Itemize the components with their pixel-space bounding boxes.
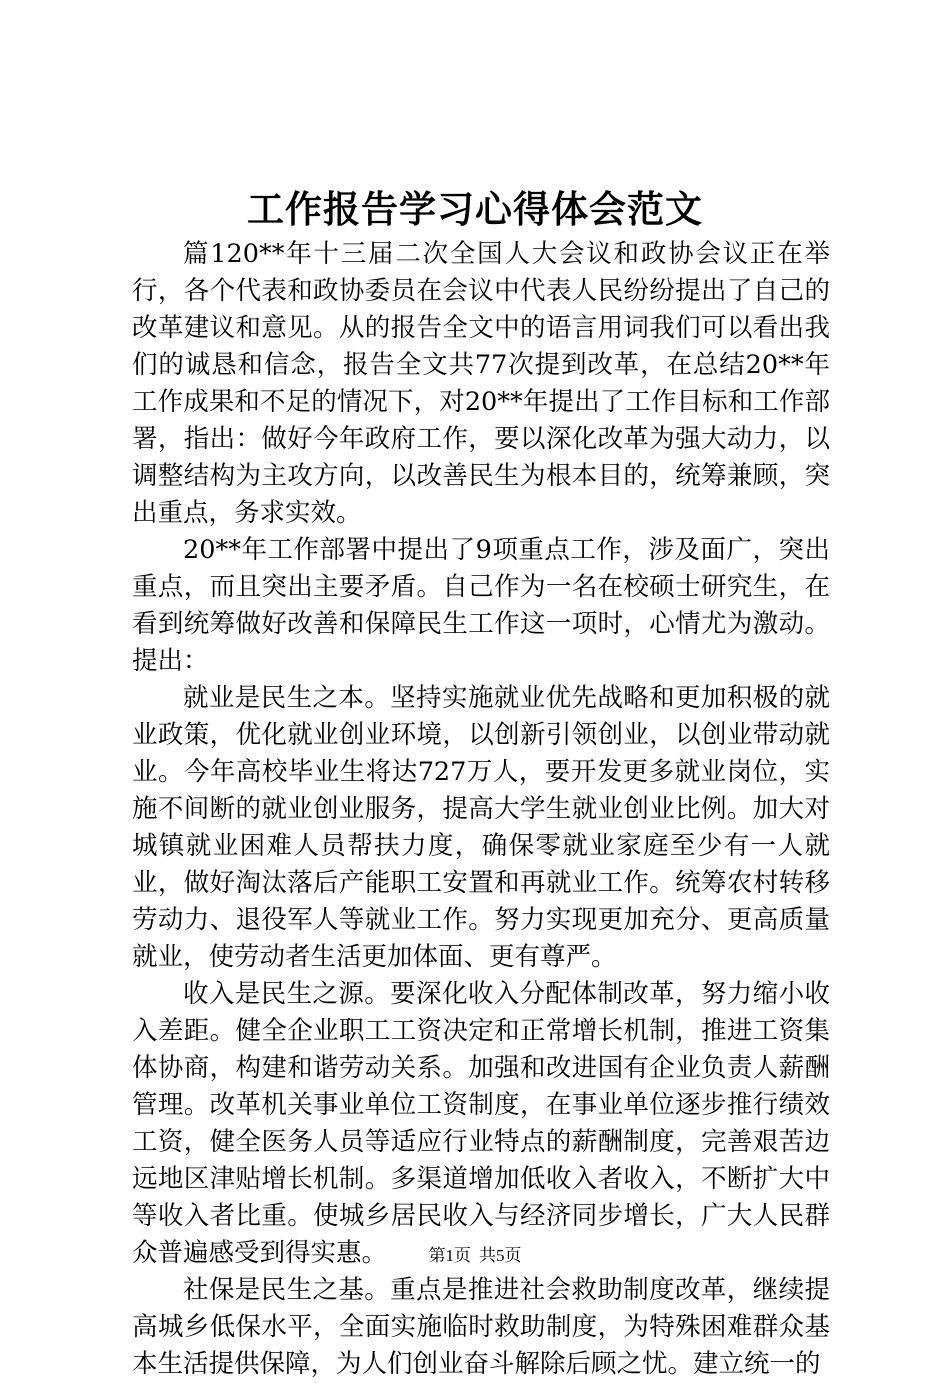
document-title: 工作报告学习心得体会范文 [247,187,703,231]
page-number: 第1页 [428,1246,471,1265]
paragraph-employment: 就业是民生之本。坚持实施就业优先战略和更加积极的就业政策，优化就业创业环境，以创新引领创业，以创业带动就业。今年高校毕业生将达727万人，要开发更多就业岗位，实施不间断的就业创业服务，提高大学生就业创业比例。加大对城镇就业困难人员帮扶力度，确保零就业家庭至少有一人就业，做好淘汰落后产能职工安置和再就业工作。统筹农村转移劳动力、退役军人等就业工作。努力实现更加充分、更高质量就业，使劳动者生活更加体面、更有尊严。 [132,683,830,972]
document-body [132,236,830,1383]
paragraph-social-security: 社保是民生之基。重点是推进社会救助制度改革，继续提高城乡低保水平，全面实施临时救助制度，为特殊困难群众基本生活提供保障，为人们创业奋斗解除后顾之忧。建立统一的 [132,1275,830,1379]
paragraph-key-tasks: 20**年工作部署中提出了9项重点工作，涉及面广，突出重点，而且突出主要矛盾。自己作为一名在校硕士研究生，在看到统筹做好改善和保障民生工作这一项时，心情尤为激动。提出： [132,535,830,676]
paragraph-intro: 篇120**年十三届二次全国人大会议和政协会议正在举行，各个代表和政协委员在会议中代表人民纷纷提出了自己的改革建议和意见。从的报告全文中的语言用词我们可以看出我们的诚恳和信念，报告全文共77次提到改革，在总结20**年工作成果和不足的情况下，对20**年提出了工作目标和工作部署，指出：做好今年政府工作，要以深化改革为强大动力，以调整结构为主攻方向，以改善民生为根本目的，统筹兼顾，突出重点，务求实效。 [132,239,830,528]
page-total: 共5页 [479,1246,522,1265]
paragraph-income: 收入是民生之源。要深化收入分配体制改革，努力缩小收入差距。健全企业职工工资决定和正常增长机制，推进工资集体协商，构建和谐劳动关系。加强和改进国有企业负责人薪酬管理。改革机关事业单位工资制度，在事业单位逐步推行绩效工资，健全医务人员等适应行业特点的薪酬制度，完善艰苦边远地区津贴增长机制。多渠道增加低收入者收入，不断扩大中等收入者比重。使城乡居民收入与经济同步增长，广大人民群众普遍感受到得实惠。 [132,979,830,1268]
page-footer [0,1244,950,1268]
